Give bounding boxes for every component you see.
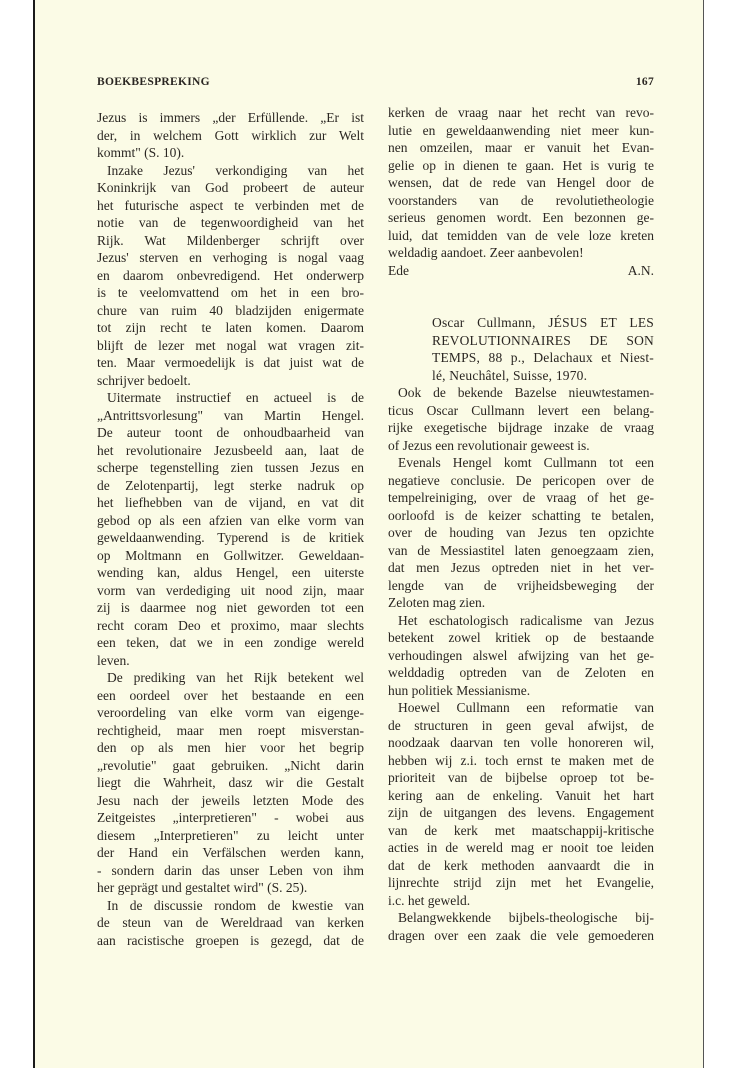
text-line: i.c. het geweld. xyxy=(388,892,471,908)
text-line: prioriteit van de bijbelse oproep tot be- xyxy=(388,770,654,785)
text-line: Jezus is immers „der Erfüllende. „Er ist xyxy=(97,110,364,125)
text-line: Hoewel Cullmann een reformatie van xyxy=(398,700,654,715)
text-line: verhoudingen alswel afwijzing van het ge- xyxy=(388,647,654,663)
text-line: wensen, dat de rede van Hengel door de xyxy=(388,175,654,190)
text-line: op Moltmann en Gollwitzer. Geweldaan- xyxy=(97,547,364,563)
signoff-initials: A.N. xyxy=(627,262,654,278)
text-line: nen omzeilen, maar er vanuit het Evan- xyxy=(388,140,654,155)
paragraph xyxy=(388,104,654,262)
text-line: leven. xyxy=(97,652,130,668)
text-line: rechtigheid, maar men roept misverstan- xyxy=(97,722,364,738)
text-line: Rijk. Wat Mildenberger schrijft over xyxy=(97,232,364,248)
text-line: „Antrittsvorlesung" van Martin Hengel. xyxy=(97,407,364,423)
text-line: Ook de bekende Bazelse nieuwtestamen- xyxy=(398,385,654,400)
text-line: de steun van de Wereldraad van kerken xyxy=(97,915,364,930)
text-line: zijn de uitgangen des levens. Engagement xyxy=(388,805,654,820)
text-line: blijft de lezer met nogal wat vragen zit- xyxy=(97,337,364,353)
text-line: Uitermate instructief en actueel is de xyxy=(107,390,364,405)
text-line: schrijver bedoelt. xyxy=(97,372,191,388)
text-line: lijnrechte strijd zijn met het Evangelie, xyxy=(388,875,654,890)
text-line: tot zijn recht te laten komen. Daarom xyxy=(97,320,364,335)
paragraph xyxy=(388,909,654,944)
text-line: het liefhebben van de vijand, en vat dit xyxy=(97,495,364,510)
text-line: scherpe tegenstelling zien tussen Jezus en xyxy=(97,460,364,475)
text-line: weldadig aandoet. Zeer aanbevolen! xyxy=(388,245,584,260)
text-line: is te veelomvattend om het in een bro- xyxy=(97,285,364,300)
text-line: kerken de vraag naar het recht van revo- xyxy=(388,105,654,120)
text-line: hun politiek Messianisme. xyxy=(388,682,531,698)
text-line: dat men Jezus optreden niet in het ver- xyxy=(388,560,654,575)
text-line: het futurische aspect te verbinden met de xyxy=(97,197,364,213)
book-heading xyxy=(388,314,654,384)
paragraph xyxy=(97,669,364,897)
text-line: dragen over een zaak die vele gemoederen xyxy=(388,927,654,943)
text-line: TEMPS, 88 p., Delachaux et Niest- xyxy=(432,350,654,365)
page-number: 167 xyxy=(635,76,654,88)
closing-paragraph xyxy=(388,104,654,262)
text-line: De auteur toont de onhoudbaarheid van xyxy=(97,425,364,440)
right-column xyxy=(388,104,654,944)
text-line: voorstanders van de revolutietheologie xyxy=(388,192,654,208)
text-line: zij is daarmee nog niet geworden tot een xyxy=(97,600,364,615)
text-line: van de Messiastitel laten genoegzaam zien, xyxy=(388,542,654,558)
text-line: veroordeling van elke vorm van eigenge- xyxy=(97,705,364,720)
text-line: der, in welchem Gott wirklich zur Welt xyxy=(97,127,364,143)
text-line: aan racistische groepen is gezegd, dat de xyxy=(97,932,364,948)
text-line: Jesu nach der jeweils letzten Mode des xyxy=(97,792,364,808)
paragraph xyxy=(97,109,364,162)
text-line: Belangwekkende bijbels-theologische bij- xyxy=(398,910,654,925)
text-line: chure van ruim 40 bladzijden enigermate xyxy=(97,302,364,318)
text-line: her geprägt und gestaltet wird" (S. 25). xyxy=(97,880,308,895)
text-line: In de discussie rondom de kwestie van xyxy=(107,897,364,913)
text-line: het revolutionaire Jezusbeeld aan, laat de xyxy=(97,442,364,458)
text-line: - sondern darin das unser Leben von ihm xyxy=(97,862,364,878)
text-line: of Jezus een revolutionair geweest is. xyxy=(388,437,590,453)
paragraph xyxy=(388,699,654,909)
text-line: de structuren in geen geval afwijst, de xyxy=(388,717,654,733)
text-line: noodzaak daarvan ten volle honoreren wil, xyxy=(388,735,654,750)
text-line: over de houding van Jezus ten opzichte xyxy=(388,525,654,540)
text-line: en daarom onbevredigend. Het onderwerp xyxy=(97,267,364,283)
paragraph xyxy=(97,389,364,669)
text-line: Zeitgeistes „interpretieren" - wobei aus xyxy=(97,810,364,825)
text-line: lengde van de vrijheidsbeweging der xyxy=(388,577,654,593)
text-line: de Zelotenpartij, legt sterke nadruk op xyxy=(97,477,364,493)
text-line: notie van de tegenwoordigheid van het xyxy=(97,215,364,230)
text-line: lé, Neuchâtel, Suisse, 1970. xyxy=(432,367,588,383)
paragraph xyxy=(388,384,654,454)
left-column xyxy=(97,109,364,949)
running-head-title: BOEKBESPREKING xyxy=(97,76,210,88)
text-line: kering aan de enkeling. Vanuit het hart xyxy=(388,787,654,803)
text-line: diesem „Interpretieren" zu leicht unter xyxy=(97,827,364,843)
text-line: der Hand ein Verfälschen werden kann, xyxy=(97,845,364,860)
text-line: lutie en geweldaanwending niet meer kun- xyxy=(388,122,654,138)
text-line: liegt die Wahrheit, dasz wir die Gestalt xyxy=(97,775,364,790)
text-line: een teken, dat we in een zondige wereld xyxy=(97,635,364,650)
text-line: Koninkrijk van God probeert de auteur xyxy=(97,180,364,195)
text-line: REVOLUTIONNAIRES DE SON xyxy=(432,332,654,348)
text-line: betekent zowel kritiek op de bestaande xyxy=(388,630,654,645)
text-line: Het eschatologisch radicalisme van Jezus xyxy=(398,612,654,628)
text-line: geweldaanwending. Typerend is de kritiek xyxy=(97,530,364,545)
text-line: gelie op in dienen te gaan. Het is vurig te xyxy=(388,157,654,173)
text-line: tempelreiniging, over de vraag of het ge- xyxy=(388,490,654,505)
text-line: een oordeel over het bestaande en een xyxy=(97,687,364,703)
text-line: Jezus' sterven en verhoging is nogal vaag xyxy=(97,250,364,265)
text-line: gebod op als een afzien van elke vorm van xyxy=(97,512,364,528)
text-line: Evenals Hengel komt Cullmann tot een xyxy=(398,455,654,470)
paragraph xyxy=(388,612,654,700)
text-line: Inzake Jezus' verkondiging van het xyxy=(107,162,364,178)
text-line: oorloofd is de keizer schatting te betalen, xyxy=(388,507,654,523)
text-line: hebben wij z.i. toch ernst te maken met de xyxy=(388,752,654,768)
text-line: De prediking van het Rijk betekent wel xyxy=(107,670,364,685)
text-line: „revolutie" gaat gebruiken. „Nicht darin xyxy=(97,757,364,773)
paragraph xyxy=(97,897,364,950)
signoff-place: Ede xyxy=(388,262,409,278)
text-line: Oscar Cullmann, JÉSUS ET LES xyxy=(432,315,654,330)
review-body xyxy=(388,384,654,944)
paragraph xyxy=(97,162,364,390)
text-line: rijke exegetische bijdrage inzake de vraag xyxy=(388,420,654,435)
text-line: negatieve conclusie. De pericopen over de xyxy=(388,472,654,488)
text-line: wending kan, aldus Hengel, een uiterste xyxy=(97,565,364,580)
paragraph xyxy=(432,314,654,384)
text-line: welddadig optreden van de Zeloten en xyxy=(388,665,654,680)
paragraph xyxy=(388,454,654,612)
text-line: dat de kerk methoden aanvaardt die in xyxy=(388,857,654,873)
text-line: luid, dat temidden van de vele loze kreten xyxy=(388,227,654,243)
text-line: den op als men hier voor het begrip xyxy=(97,740,364,755)
text-line: ten. Maar vermoedelijk is dat juist wat de xyxy=(97,355,364,370)
text-line: serieus genomen wordt. Een bezonnen ge- xyxy=(388,210,654,225)
text-line: kommt" (S. 10). xyxy=(97,145,185,160)
review-signoff xyxy=(388,262,654,280)
text-line: Zeloten mag zien. xyxy=(388,595,486,610)
text-line: ticus Oscar Cullmann levert een belang- xyxy=(388,402,654,418)
text-line: vorm van verdediging uit nood zijn, maar xyxy=(97,582,364,598)
text-line: recht coram Deo et proximo, maar slechts xyxy=(97,617,364,633)
text-line: van de kerk met maatschappij-kritische xyxy=(388,822,654,838)
text-line: acties in de wereld mag er nooit toe leiden xyxy=(388,840,654,855)
